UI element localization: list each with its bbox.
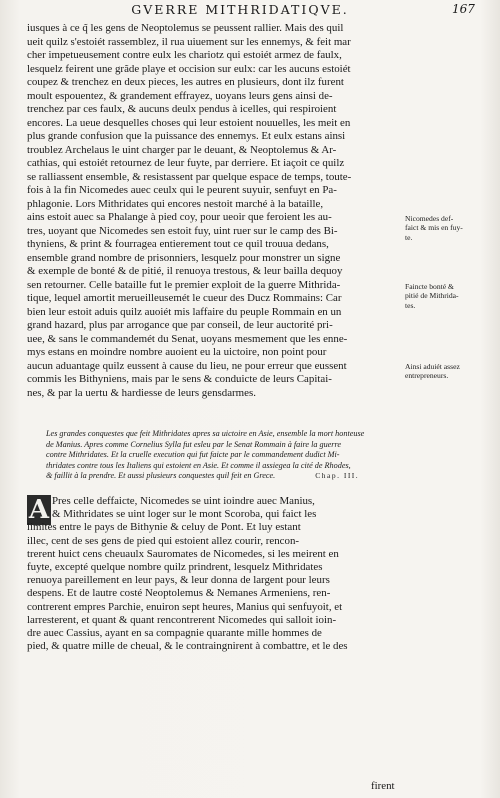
text-line: limites entre le pays de Bithynie & celuy de Pont. Et luy estant [27, 521, 301, 534]
text-line: cathias, qui estoiét retournez de leur fuyte, par derriere. Et iaçoit ce quilz [27, 157, 345, 169]
text-line: aucun aduantage quilz eussent à cause du lieu, ne pour erreur que eussent [27, 359, 347, 372]
summary-line: & faillit à la prendre. Et aussi plusieurs conquestes quil feit en Grece. Chap. III. [46, 471, 360, 481]
summary-line: contre Mithridates. Et la cruelle execution qui fut faicte par le commandement dudict Mi- [46, 450, 340, 460]
text-line: despens. Et de lautre costé Neoptolemus & Nemanes Armeniens, ren- [27, 587, 331, 600]
text-line: encores. La ueue desquelles choses qui leur estoient nouuelles, les meit en [27, 116, 351, 129]
main-text-block [27, 22, 399, 400]
text-line: & Mithridates se uint loger sur le mont Scoroba, qui faict les [52, 508, 317, 521]
text-line: tique, lequel amortit merueilleusemét le cueur des Ducz Rommains: Car [27, 292, 342, 304]
text-line: fuyte, excepté quelque nombre quilz prindrent, lesquelz Mithridates [27, 560, 323, 573]
text-line: cher impetueusement contre eulx les chariotz qui estoiét armez de faulx, [27, 49, 342, 61]
text-line: fois à la fin Nicomedes auec ceulx qui le peurent suyuir, senfuyt en Pa- [27, 184, 337, 196]
text-line: tres, uoyant que Nicomedes sen estoit fuy, uint ruer sur le camp des Bi- [27, 224, 338, 237]
chapter-summary [46, 429, 398, 482]
text-line: iusques à ce q̃ les gens de Neoptolemus se peussent rallier. Mais des quil [27, 22, 344, 34]
summary-line: thridates contre tous les Italiens qui estoient en Asie. Et comme il assiegea la cité de Rhodes, [46, 460, 351, 470]
margin-note-1: Nicomedes def- faict & mis en fuy- te. [405, 214, 463, 242]
text-line: illec, cent de ses gens de pied qui estoient allez courir, rencon- [27, 534, 300, 547]
page-number: 167 [452, 2, 475, 16]
text-line: troublez Archelaus le uint charger par le deuant, & Neoptolemus & Ar- [27, 143, 337, 156]
text-line: plus grande confusion que la puissance des ennemys. Et eulx estans ainsi [27, 130, 346, 142]
text-line: trenchez par ces faulx, & aucuns deulx pendus à icelles, qui respiroient [27, 103, 337, 115]
text-line: thyniens, & print & fourragea entierement tout ce quil trouua dedans, [27, 238, 329, 250]
text-line: renuoya pareillement en leur pays, & leur donna de largent pour leurs [27, 574, 330, 587]
text-line: bien leur estoit aduis quilz auoiét mis laffaire du peuple Rommain en un [27, 305, 342, 318]
text-line: trerent huict cens cheuaulx Sauromates de Nicomedes, si les meirent en [27, 547, 339, 560]
catchword: firent [371, 780, 395, 792]
text-line: coupez & trenchez en deux pieces, les autres en plusieurs, dont ilz furent [27, 76, 344, 88]
text-line: sen retourner. Celle bataille fut le premier exploit de la guerre Mithrida- [27, 278, 341, 291]
text-line: phlagonie. Lors Mithridates qui encores nestoit marché à la bataille, [27, 197, 324, 210]
text-line: & exemple de bonté & de pitié, il renuoya trestous, & leur bailla dequoy [27, 265, 343, 277]
text-line: nes, & par la uertu & hardiesse de leurs gensdarmes. [27, 386, 256, 399]
text-line: se ralliassent ensemble, & resistassent par quelque espace de temps, toute- [27, 170, 352, 183]
text-line: moult espouentez, & grandement effrayez, uoyans leurs gens ainsi de- [27, 89, 333, 102]
text-line: ains estoit auec sa Phalange à pied coy, pour ueoir que feroient les au- [27, 211, 332, 223]
summary-line: de Manius. Apres comme Cornelius Sylla fut esleu par le Senat Rommain à faire la guerre [46, 439, 342, 449]
text-line: contrerent empres Parchie, enuiron sept heures, Manius qui senfuyoit, et [27, 600, 343, 613]
text-line: Pres celle deffaicte, Nicomedes se uint ioindre auec Manius, [52, 495, 315, 507]
summary-line: Les grandes conquestes que feit Mithridates apres sa uictoire en Asie, ensemble la mort honteuse [46, 429, 365, 438]
text-line: uee, & sans le commandemét du Senat, uoyans mesmement que les enne- [27, 332, 348, 345]
text-line: grand hazard, plus par arrogance que par conseil, de leur auctorité pri- [27, 319, 333, 331]
text-line: mys estans en moindre nombre auoient eu la uictoire, non point pour [27, 346, 327, 358]
text-line: dre auec Cassius, ayant en sa compagnie quarante mille hommes de [27, 626, 322, 639]
margin-note-2: Faincte bonté & pitié de Mithrida- tes. [405, 282, 459, 310]
text-line: ensemble grand nombre de prisonniers, lesquelz pour monstrer un signe [27, 251, 341, 264]
text-line: commis les Bithyniens, mais par le sens & conduicte de leurs Capitai- [27, 373, 332, 385]
chapter-number: Chap. III. [315, 471, 360, 481]
margin-note-3: Ainsi aduiét assez entrepreneurs. [405, 362, 460, 381]
text-line: lesquelz feirent une grãde playe et occision sur eulx: car les aucuns estoiét [27, 62, 351, 75]
text-line: ueit quilz s'estoiét rassemblez, il rua uiuement sur les ennemys, & feit mar [27, 35, 351, 48]
running-title: GVERRE MITHRIDATIQVE. [131, 2, 349, 17]
text-line: pied, & quatre mille de cheual, & le contraingnirent à combattre, et le des [27, 640, 348, 653]
main-text-block-2 [27, 495, 399, 653]
decorated-initial: A [28, 495, 50, 525]
text-line: larresterent, et quant & quant rencontrerent Nicomedes qui salloit ioin- [27, 613, 337, 626]
